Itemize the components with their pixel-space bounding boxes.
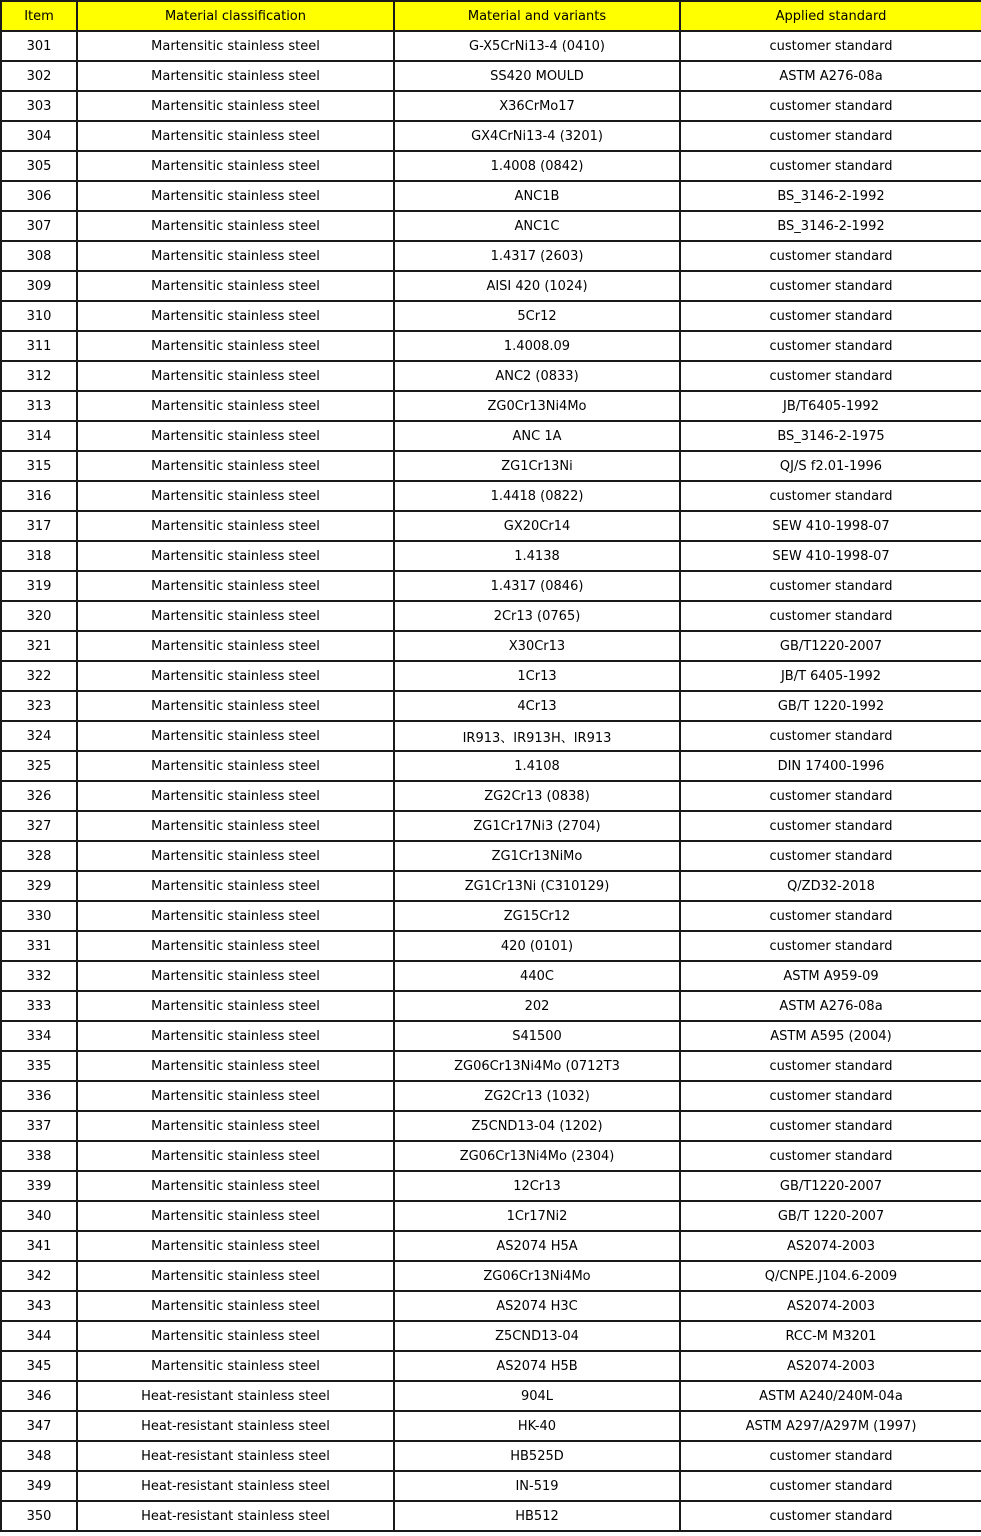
cell-material-classification: Martensitic stainless steel	[77, 241, 394, 271]
cell-material-variants: 1.4008 (0842)	[394, 151, 680, 181]
cell-material-classification: Martensitic stainless steel	[77, 1321, 394, 1351]
cell-item: 316	[1, 481, 77, 511]
table-row	[1, 781, 981, 811]
cell-material-variants: 1Cr17Ni2	[394, 1201, 680, 1231]
table-row	[1, 181, 981, 211]
cell-applied-standard: customer standard	[680, 1501, 981, 1531]
cell-item: 324	[1, 721, 77, 751]
cell-material-variants: X30Cr13	[394, 631, 680, 661]
cell-material-variants: IR913、IR913H、IR913	[394, 721, 680, 751]
cell-applied-standard: ASTM A240/240M-04a	[680, 1381, 981, 1411]
cell-material-classification: Martensitic stainless steel	[77, 421, 394, 451]
cell-material-classification: Martensitic stainless steel	[77, 451, 394, 481]
cell-material-classification: Heat-resistant stainless steel	[77, 1501, 394, 1531]
cell-item: 318	[1, 541, 77, 571]
cell-applied-standard: customer standard	[680, 841, 981, 871]
cell-material-variants: SS420 MOULD	[394, 61, 680, 91]
cell-applied-standard: ASTM A595 (2004)	[680, 1021, 981, 1051]
table-row	[1, 901, 981, 931]
cell-material-classification: Martensitic stainless steel	[77, 961, 394, 991]
cell-material-classification: Martensitic stainless steel	[77, 841, 394, 871]
cell-material-classification: Martensitic stainless steel	[77, 541, 394, 571]
cell-material-classification: Martensitic stainless steel	[77, 1171, 394, 1201]
cell-item: 346	[1, 1381, 77, 1411]
cell-item: 341	[1, 1231, 77, 1261]
cell-applied-standard: JB/T6405-1992	[680, 391, 981, 421]
cell-material-variants: 440C	[394, 961, 680, 991]
cell-material-variants: ZG1Cr13Ni	[394, 451, 680, 481]
cell-material-variants: ANC2 (0833)	[394, 361, 680, 391]
cell-material-classification: Heat-resistant stainless steel	[77, 1411, 394, 1441]
cell-material-classification: Heat-resistant stainless steel	[77, 1471, 394, 1501]
cell-material-classification: Heat-resistant stainless steel	[77, 1381, 394, 1411]
table-row	[1, 841, 981, 871]
cell-material-classification: Martensitic stainless steel	[77, 1051, 394, 1081]
header-applied-standard: Applied standard	[680, 1, 981, 31]
cell-applied-standard: BS_3146-2-1992	[680, 211, 981, 241]
cell-item: 307	[1, 211, 77, 241]
cell-material-classification: Martensitic stainless steel	[77, 1141, 394, 1171]
cell-material-variants: 1.4138	[394, 541, 680, 571]
cell-material-variants: Z5CND13-04 (1202)	[394, 1111, 680, 1141]
cell-material-variants: HB525D	[394, 1441, 680, 1471]
cell-item: 304	[1, 121, 77, 151]
cell-item: 342	[1, 1261, 77, 1291]
cell-material-classification: Martensitic stainless steel	[77, 211, 394, 241]
table-row	[1, 61, 981, 91]
cell-applied-standard: customer standard	[680, 271, 981, 301]
cell-material-classification: Martensitic stainless steel	[77, 781, 394, 811]
cell-material-variants: 1Cr13	[394, 661, 680, 691]
cell-item: 309	[1, 271, 77, 301]
cell-item: 329	[1, 871, 77, 901]
cell-material-variants: 2Cr13 (0765)	[394, 601, 680, 631]
cell-material-variants: 420 (0101)	[394, 931, 680, 961]
cell-applied-standard: SEW 410-1998-07	[680, 511, 981, 541]
cell-material-variants: G-X5CrNi13-4 (0410)	[394, 31, 680, 61]
cell-material-variants: ZG2Cr13 (0838)	[394, 781, 680, 811]
table-row	[1, 541, 981, 571]
cell-material-classification: Martensitic stainless steel	[77, 1081, 394, 1111]
cell-applied-standard: Q/ZD32-2018	[680, 871, 981, 901]
cell-material-classification: Martensitic stainless steel	[77, 871, 394, 901]
cell-material-variants: HK-40	[394, 1411, 680, 1441]
cell-item: 313	[1, 391, 77, 421]
table-row	[1, 811, 981, 841]
cell-material-variants: AISI 420 (1024)	[394, 271, 680, 301]
cell-applied-standard: JB/T 6405-1992	[680, 661, 981, 691]
table-row	[1, 631, 981, 661]
cell-material-variants: 12Cr13	[394, 1171, 680, 1201]
cell-material-variants: AS2074 H3C	[394, 1291, 680, 1321]
cell-item: 327	[1, 811, 77, 841]
cell-item: 321	[1, 631, 77, 661]
cell-applied-standard: ASTM A297/A297M (1997)	[680, 1411, 981, 1441]
cell-material-classification: Martensitic stainless steel	[77, 661, 394, 691]
cell-material-classification: Martensitic stainless steel	[77, 1021, 394, 1051]
cell-material-variants: 1.4108	[394, 751, 680, 781]
cell-material-classification: Martensitic stainless steel	[77, 1201, 394, 1231]
table-row	[1, 1051, 981, 1081]
header-material-classification: Material classification	[77, 1, 394, 31]
table-row	[1, 1411, 981, 1441]
cell-applied-standard: AS2074-2003	[680, 1231, 981, 1261]
cell-item: 338	[1, 1141, 77, 1171]
cell-material-classification: Martensitic stainless steel	[77, 481, 394, 511]
cell-applied-standard: customer standard	[680, 1111, 981, 1141]
cell-item: 326	[1, 781, 77, 811]
table-row	[1, 871, 981, 901]
cell-applied-standard: customer standard	[680, 721, 981, 751]
cell-material-classification: Martensitic stainless steel	[77, 1291, 394, 1321]
table-row	[1, 1471, 981, 1501]
cell-applied-standard: AS2074-2003	[680, 1351, 981, 1381]
cell-material-variants: HB512	[394, 1501, 680, 1531]
cell-applied-standard: customer standard	[680, 481, 981, 511]
cell-applied-standard: customer standard	[680, 781, 981, 811]
cell-applied-standard: customer standard	[680, 1051, 981, 1081]
header-material-variants: Material and variants	[394, 1, 680, 31]
table-row	[1, 1231, 981, 1261]
table-row	[1, 601, 981, 631]
cell-material-classification: Martensitic stainless steel	[77, 91, 394, 121]
table-row	[1, 451, 981, 481]
table-row	[1, 661, 981, 691]
table-row	[1, 1201, 981, 1231]
cell-item: 328	[1, 841, 77, 871]
cell-item: 314	[1, 421, 77, 451]
cell-material-classification: Martensitic stainless steel	[77, 1351, 394, 1381]
cell-material-variants: ZG06Cr13Ni4Mo (0712T3	[394, 1051, 680, 1081]
cell-item: 344	[1, 1321, 77, 1351]
header-item: Item	[1, 1, 77, 31]
cell-applied-standard: customer standard	[680, 901, 981, 931]
cell-applied-standard: customer standard	[680, 31, 981, 61]
cell-item: 348	[1, 1441, 77, 1471]
cell-material-variants: X36CrMo17	[394, 91, 680, 121]
cell-material-variants: 1.4317 (2603)	[394, 241, 680, 271]
cell-material-variants: AS2074 H5B	[394, 1351, 680, 1381]
cell-material-variants: GX4CrNi13-4 (3201)	[394, 121, 680, 151]
table-row	[1, 1351, 981, 1381]
cell-material-variants: IN-519	[394, 1471, 680, 1501]
cell-material-variants: ZG2Cr13 (1032)	[394, 1081, 680, 1111]
cell-item: 330	[1, 901, 77, 931]
cell-item: 311	[1, 331, 77, 361]
cell-applied-standard: customer standard	[680, 301, 981, 331]
cell-material-classification: Martensitic stainless steel	[77, 991, 394, 1021]
cell-item: 312	[1, 361, 77, 391]
cell-material-variants: 1.4008.09	[394, 331, 680, 361]
cell-material-variants: ZG1Cr13Ni (C310129)	[394, 871, 680, 901]
cell-applied-standard: customer standard	[680, 571, 981, 601]
cell-applied-standard: Q/CNPE.J104.6-2009	[680, 1261, 981, 1291]
table-row	[1, 121, 981, 151]
cell-item: 347	[1, 1411, 77, 1441]
cell-material-classification: Martensitic stainless steel	[77, 121, 394, 151]
cell-material-classification: Martensitic stainless steel	[77, 931, 394, 961]
cell-item: 301	[1, 31, 77, 61]
cell-applied-standard: BS_3146-2-1975	[680, 421, 981, 451]
cell-applied-standard: customer standard	[680, 1141, 981, 1171]
cell-applied-standard: RCC-M M3201	[680, 1321, 981, 1351]
cell-applied-standard: SEW 410-1998-07	[680, 541, 981, 571]
cell-material-variants: 1.4317 (0846)	[394, 571, 680, 601]
table-row	[1, 91, 981, 121]
cell-applied-standard: GB/T 1220-2007	[680, 1201, 981, 1231]
cell-item: 319	[1, 571, 77, 601]
cell-item: 322	[1, 661, 77, 691]
cell-material-variants: GX20Cr14	[394, 511, 680, 541]
cell-material-classification: Martensitic stainless steel	[77, 631, 394, 661]
table-row	[1, 1261, 981, 1291]
table-row	[1, 1021, 981, 1051]
cell-applied-standard: customer standard	[680, 361, 981, 391]
table-row	[1, 391, 981, 421]
cell-material-classification: Martensitic stainless steel	[77, 361, 394, 391]
cell-item: 325	[1, 751, 77, 781]
cell-material-classification: Martensitic stainless steel	[77, 721, 394, 751]
cell-material-variants: ZG06Cr13Ni4Mo	[394, 1261, 680, 1291]
cell-material-classification: Martensitic stainless steel	[77, 571, 394, 601]
cell-material-variants: 5Cr12	[394, 301, 680, 331]
cell-material-classification: Martensitic stainless steel	[77, 901, 394, 931]
cell-item: 331	[1, 931, 77, 961]
table-row	[1, 511, 981, 541]
cell-material-classification: Martensitic stainless steel	[77, 61, 394, 91]
cell-applied-standard: ASTM A959-09	[680, 961, 981, 991]
table-row	[1, 301, 981, 331]
cell-applied-standard: customer standard	[680, 1441, 981, 1471]
cell-material-variants: S41500	[394, 1021, 680, 1051]
cell-material-classification: Martensitic stainless steel	[77, 271, 394, 301]
cell-material-variants: ZG1Cr17Ni3 (2704)	[394, 811, 680, 841]
cell-material-classification: Martensitic stainless steel	[77, 31, 394, 61]
cell-material-classification: Martensitic stainless steel	[77, 331, 394, 361]
table-row	[1, 1111, 981, 1141]
cell-material-classification: Martensitic stainless steel	[77, 1261, 394, 1291]
table-row	[1, 1291, 981, 1321]
cell-item: 317	[1, 511, 77, 541]
cell-material-variants: Z5CND13-04	[394, 1321, 680, 1351]
cell-item: 349	[1, 1471, 77, 1501]
header-row	[1, 1, 981, 31]
cell-material-variants: ANC 1A	[394, 421, 680, 451]
table-row	[1, 31, 981, 61]
cell-item: 339	[1, 1171, 77, 1201]
table-row	[1, 1321, 981, 1351]
cell-item: 305	[1, 151, 77, 181]
cell-item: 333	[1, 991, 77, 1021]
cell-material-classification: Martensitic stainless steel	[77, 1111, 394, 1141]
table-row	[1, 211, 981, 241]
cell-item: 303	[1, 91, 77, 121]
table-row	[1, 331, 981, 361]
cell-applied-standard: BS_3146-2-1992	[680, 181, 981, 211]
cell-item: 310	[1, 301, 77, 331]
cell-item: 334	[1, 1021, 77, 1051]
cell-applied-standard: customer standard	[680, 931, 981, 961]
cell-material-classification: Martensitic stainless steel	[77, 301, 394, 331]
table-row	[1, 721, 981, 751]
cell-material-variants: AS2074 H5A	[394, 1231, 680, 1261]
cell-material-variants: ZG0Cr13Ni4Mo	[394, 391, 680, 421]
cell-material-variants: 1.4418 (0822)	[394, 481, 680, 511]
cell-item: 332	[1, 961, 77, 991]
cell-applied-standard: AS2074-2003	[680, 1291, 981, 1321]
cell-item: 345	[1, 1351, 77, 1381]
table-row	[1, 421, 981, 451]
table-row	[1, 1381, 981, 1411]
cell-applied-standard: GB/T 1220-1992	[680, 691, 981, 721]
cell-applied-standard: customer standard	[680, 151, 981, 181]
table-row	[1, 1501, 981, 1531]
table-row	[1, 991, 981, 1021]
table-row	[1, 691, 981, 721]
cell-material-variants: 904L	[394, 1381, 680, 1411]
cell-applied-standard: GB/T1220-2007	[680, 631, 981, 661]
cell-material-classification: Martensitic stainless steel	[77, 181, 394, 211]
cell-material-classification: Martensitic stainless steel	[77, 751, 394, 781]
cell-material-variants: ZG1Cr13NiMo	[394, 841, 680, 871]
table-row	[1, 1171, 981, 1201]
table-row	[1, 241, 981, 271]
cell-material-classification: Martensitic stainless steel	[77, 601, 394, 631]
cell-item: 340	[1, 1201, 77, 1231]
cell-applied-standard: ASTM A276-08a	[680, 61, 981, 91]
cell-item: 320	[1, 601, 77, 631]
cell-applied-standard: customer standard	[680, 811, 981, 841]
cell-applied-standard: customer standard	[680, 1471, 981, 1501]
cell-applied-standard: customer standard	[680, 241, 981, 271]
cell-applied-standard: QJ/S f2.01-1996	[680, 451, 981, 481]
cell-item: 315	[1, 451, 77, 481]
table-row	[1, 361, 981, 391]
cell-material-classification: Martensitic stainless steel	[77, 151, 394, 181]
cell-item: 302	[1, 61, 77, 91]
table-row	[1, 961, 981, 991]
table-row	[1, 931, 981, 961]
cell-material-classification: Heat-resistant stainless steel	[77, 1441, 394, 1471]
cell-item: 335	[1, 1051, 77, 1081]
cell-applied-standard: GB/T1220-2007	[680, 1171, 981, 1201]
table-row	[1, 751, 981, 781]
cell-item: 336	[1, 1081, 77, 1111]
cell-material-variants: ANC1C	[394, 211, 680, 241]
cell-applied-standard: customer standard	[680, 331, 981, 361]
cell-material-variants: 202	[394, 991, 680, 1021]
cell-item: 343	[1, 1291, 77, 1321]
cell-applied-standard: DIN 17400-1996	[680, 751, 981, 781]
table-row	[1, 1141, 981, 1171]
cell-item: 306	[1, 181, 77, 211]
table-body	[1, 31, 981, 1531]
cell-material-classification: Martensitic stainless steel	[77, 391, 394, 421]
cell-applied-standard: customer standard	[680, 121, 981, 151]
cell-material-classification: Martensitic stainless steel	[77, 511, 394, 541]
cell-material-variants: ANC1B	[394, 181, 680, 211]
table-row	[1, 1081, 981, 1111]
cell-item: 323	[1, 691, 77, 721]
table-row	[1, 271, 981, 301]
cell-applied-standard: customer standard	[680, 1081, 981, 1111]
table-row	[1, 481, 981, 511]
cell-item: 308	[1, 241, 77, 271]
cell-item: 350	[1, 1501, 77, 1531]
cell-applied-standard: customer standard	[680, 601, 981, 631]
cell-material-classification: Martensitic stainless steel	[77, 1231, 394, 1261]
cell-material-variants: ZG06Cr13Ni4Mo (2304)	[394, 1141, 680, 1171]
table-row	[1, 151, 981, 181]
cell-applied-standard: ASTM A276-08a	[680, 991, 981, 1021]
cell-item: 337	[1, 1111, 77, 1141]
cell-applied-standard: customer standard	[680, 91, 981, 121]
cell-material-classification: Martensitic stainless steel	[77, 811, 394, 841]
cell-material-variants: 4Cr13	[394, 691, 680, 721]
table-header	[1, 1, 981, 31]
cell-material-variants: ZG15Cr12	[394, 901, 680, 931]
table-row	[1, 571, 981, 601]
table-row	[1, 1441, 981, 1471]
cell-material-classification: Martensitic stainless steel	[77, 691, 394, 721]
